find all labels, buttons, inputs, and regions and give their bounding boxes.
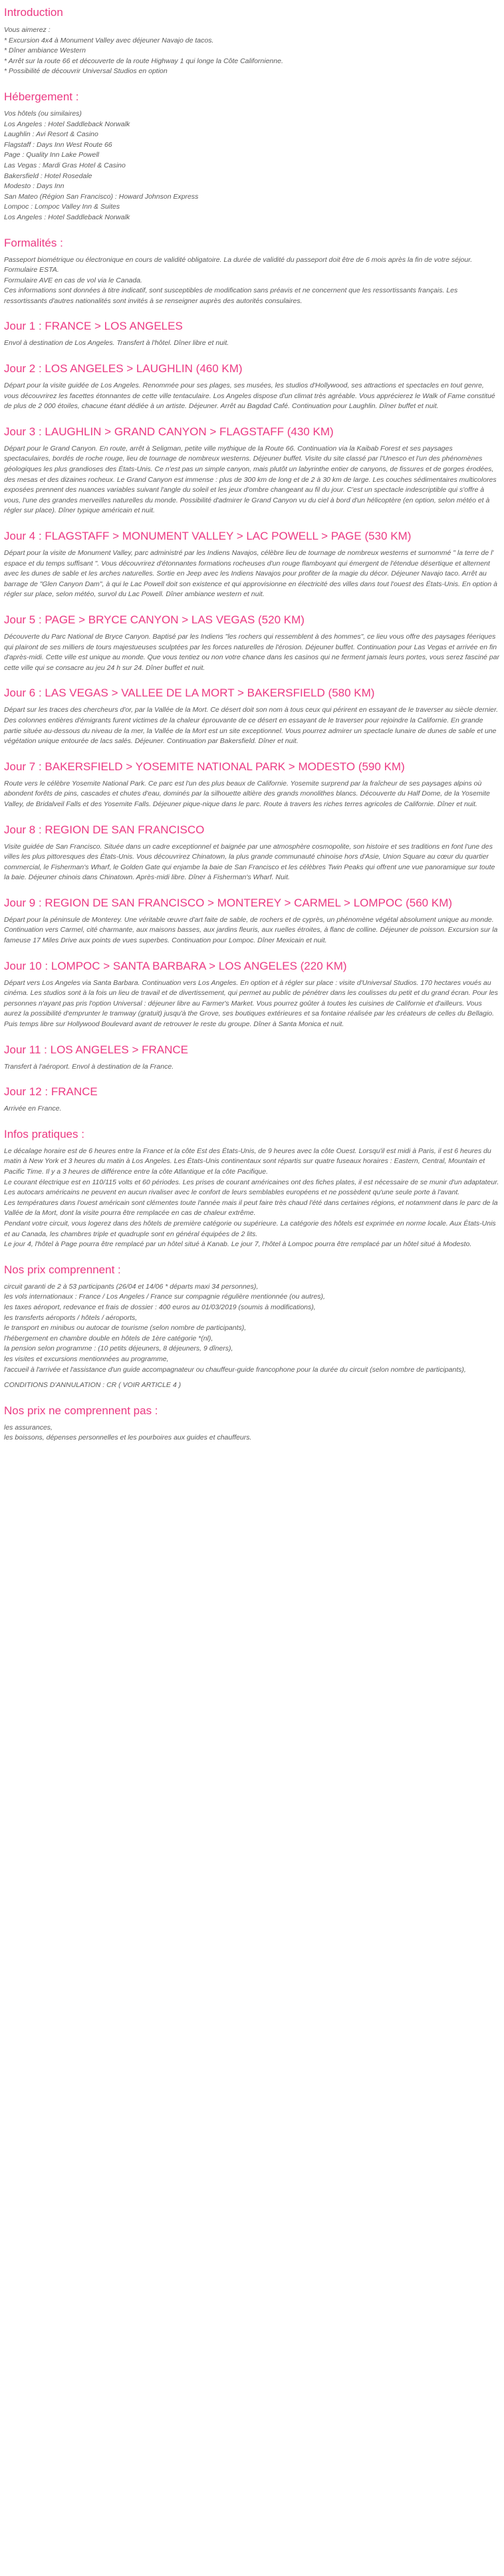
hotel-line: Page : Quality Inn Lake Powell <box>4 151 100 160</box>
day-title: Jour 9 : REGION DE SAN FRANCISCO > MONTEREY > CARMEL > LOMPOC (560 KM) <box>4 896 453 909</box>
hotel-line: Las Vegas : Mardi Gras Hotel & Casino <box>4 161 126 169</box>
prix-line: circuit garanti de 2 à 53 participants (26/04 et 14/06 * départs maxi 34 personnes), <box>4 1282 259 1291</box>
page <box>0 4 504 1451</box>
formalites-line: Ces informations sont données à titre indicatif, sont susceptibles de modification sans préavis et ne concernent que les ressortissants français. Les ressortissants d'autres nationalités sont invités à se renseigner auprès des autorités consulaires. <box>4 286 458 305</box>
hotel-line: Laughlin : Avi Resort & Casino <box>4 130 98 139</box>
intro-line: * Arrêt sur la route 66 et découverte de la route Highway 1 qui longe la Côte Californienne. <box>4 56 283 65</box>
intro-line: * Excursion 4x4 à Monument Valley avec déjeuner Navajo de tacos. <box>4 36 214 45</box>
day-title: Jour 6 : LAS VEGAS > VALLEE DE LA MORT > BAKERSFIELD (580 KM) <box>4 687 375 700</box>
day-title: Jour 5 : PAGE > BRYCE CANYON > LAS VEGAS (520 KM) <box>4 613 305 626</box>
noprix-line: les assurances, <box>4 1423 53 1432</box>
day-title: Jour 4 : FLAGSTAFF > MONUMENT VALLEY > LAC POWELL > PAGE (530 KM) <box>4 530 412 542</box>
prix-line: le transport en minibus ou autocar de tourisme (selon nombre de participants), <box>4 1324 247 1333</box>
hotel-line: San Mateo (Région San Francisco) : Howard Johnson Express <box>4 192 199 201</box>
day-text: Transfert à l'aéroport. Envol à destination de la France. <box>4 1062 174 1071</box>
prix-line: l'accueil à l'arrivée et l'assistance d'un guide accompagnateur ou chauffeur-guide francophone pour la durée du circuit (selon nombre de participants), <box>4 1365 466 1374</box>
infos-section <box>4 1127 500 1250</box>
intro-line: * Possibilité de découvrir Universal Studios en option <box>4 67 168 76</box>
prix-line: la pension selon programme : (10 petits déjeuners, 8 déjeuners, 9 dîners), <box>4 1344 233 1353</box>
itinerary <box>4 318 500 1114</box>
hotel-line: Lompoc : Lompoc Valley Inn & Suites <box>4 203 120 211</box>
hebergement-section <box>4 89 500 223</box>
day-text: Départ pour la péninsule de Monterey. Une véritable œuvre d'art faite de sable, de rochers et de cyprès, un phénomène végétal absolument unique au monde. Continuation vers Carmel, cité charmante, aux maisons basses, aux jardins fleuris, aux ruelles étroites, à flanc de colline. Déjeuner de poisson. Excursion sur la fameuse 17 Miles Drive aux points de vues superbes. Continuation pour Lompoc. Dîner Mexicain et nuit. <box>4 915 498 945</box>
prix-line: l'hébergement en chambre double en hôtels de 1ère catégorie *(nl), <box>4 1334 213 1342</box>
day-block <box>4 759 500 810</box>
infos-line: Le décalage horaire est de 6 heures entre la France et la côte Est des États-Unis, de 9 heures avec la côte Ouest. Lorsqu'il est midi à Paris, il est 6 heures du matin à New York et 3 heures du matin à Los Angeles. Les États-Unis continentaux sont répartis sur quatre fuseaux horaires : Eastern, Central, Mountain et Pacific Time. Il y a 3 heures de différence entre la côte Atlantique et la côte Pacifique. <box>4 1146 491 1176</box>
day-block <box>4 612 500 673</box>
day-text: Découverte du Parc National de Bryce Canyon. Baptisé par les Indiens "les rochers qui ressemblent à des hommes", ce lieu vous offre des paysages féeriques qui plairont de ses milliers de tours majestueuses sculptées par les forces naturelles de l'érosion. Déjeuner buffet. Continuation pour Las Vegas et arrivée en fin d'après-midi. Cette ville est unique au monde. Que vous tentiez ou non votre chance dans les casinos qui ne ferment jamais leurs portes, vous serez fasciné par cette ville qui se consacre au jeu 24 h sur 24. Dîner buffet et nuit. <box>4 632 499 672</box>
intro-line: Vous aimerez : <box>4 26 51 34</box>
day-block <box>4 685 500 746</box>
hotel-line: Los Angeles : Hotel Saddleback Norwalk <box>4 213 130 221</box>
day-block <box>4 361 500 412</box>
hotel-line: Flagstaff : Days Inn West Route 66 <box>4 140 112 149</box>
intro-section <box>4 4 500 77</box>
infos-title: Infos pratiques : <box>4 1127 84 1140</box>
formalites-section <box>4 235 500 307</box>
day-text: Route vers le célèbre Yosemite National Park. Ce parc est l'un des plus beaux de Californie. Yosemite surprend par la fraîcheur de ses paysages alpins où abondent forêts de pins, cascades et chutes d'eau, dominés par la silhouette altière des grands monolithes blancs. Découverte du Half Dome, de la Yosemite Valley, de Bridalveil Falls et des Yosemite Falls. Déjeuner pique-nique dans le parc. Route à travers les riches terres agricoles de Californie. Dîner et nuit. <box>4 779 490 808</box>
day-title: Jour 7 : BAKERSFIELD > YOSEMITE NATIONAL PARK > MODESTO (590 KM) <box>4 760 405 773</box>
day-title: Jour 12 : FRANCE <box>4 1085 98 1099</box>
day-block <box>4 958 500 1030</box>
formalites-line: Passeport biométrique ou électronique en cours de validité obligatoire. La durée de validité du passeport doit être de 6 mois après la fin de votre séjour. <box>4 255 473 264</box>
annulation-conditions: CONDITIONS D'ANNULATION : CR ( VOIR ARTICLE 4 ) <box>4 1381 182 1390</box>
infos-line: Pendant votre circuit, vous logerez dans des hôtels de première catégorie ou supérieure. La catégorie des hôtels est exprimée en norme locale. Aux États-Unis et au Canada, les chambres triple et quadruple sont en général équipées de 2 lits. <box>4 1219 496 1238</box>
day-title: Jour 11 : LOS ANGELES > FRANCE <box>4 1043 188 1056</box>
day-text: Départ sur les traces des chercheurs d'or, par la Vallée de la Mort. Ce désert doit son nom à tous ceux qui périrent en essayant de le traverser au siècle dernier. Des colonnes entières d'émigrants furent victimes de la chaleur éprouvante de ce désert en essayant de le traverser pour rejoindre la Californie. En grande partie située au-dessous du niveau de la mer, la Vallée de la Mort est un site exceptionnel. Vous pourrez admirer un spectacle lunaire de dunes de sable et une végétation unique entourée de lacs salés. Déjeuner. Continuation par Bakersfield. Dîner et nuit. <box>4 706 499 746</box>
hotel-line: Modesto : Days Inn <box>4 182 64 191</box>
formalites-line: Formulaire AVE en cas de vol via le Canada. <box>4 276 142 284</box>
day-text: Départ vers Los Angeles via Santa Barbara. Continuation vers Los Angeles. En option et à régler sur place : visite d'Universal Studios. 170 hectares voués au cinéma. Les studios sont à la fois un lieu de travail et de divertissement, qui permet au public de pénétrer dans les coulisses du petit et du grand écran. Pour les personnes n'ayant pas pris l'option Universal : déjeuner libre au Farmer's Market. Vous pourrez goûter à toutes les cuisines de Californie et d'ailleurs. Vous aurez la possibilité d'emprunter le tramway (gratuit) jusqu'à the Grove, ses boutiques extérieures et sa fontaine réalisée par les créateurs de celles du Bellagio. Puis temps libre sur Hollywood Boulevard avant de retrouver le reste du groupe. Dîner à Santa Monica et nuit. <box>4 978 499 1029</box>
hotel-list-intro: Vos hôtels (ou similaires) <box>4 109 82 118</box>
hotel-list <box>4 109 500 223</box>
day-text: Départ pour la visite de Monument Valley, parc administré par les Indiens Navajos, célèbre lieu de tournage de nombreux westerns et surnommé " la terre de l' espace et du temps suffisant ". Vous découvrirez d'étonnantes formations rocheuses d'un rouge flamboyant qui émergent de l'étendue désertique et alternent avec les dunes de sable et les arches naturelles. Sortie en Jeep avec les Indiens Navajos pour profiter de la magie du décor. Déjeuner Navajo taco. Arrêt au barrage de "Glen Canyon Dam", à qui le Lac Powell doit son existence et qui approvisionne en électricité des villes dans tout l'ouest des États-Unis. En option à régler sur place, selon météo, survol du Lac Powell. Dîner ambiance western et nuit. <box>4 549 497 599</box>
intro-line: * Dîner ambiance Western <box>4 47 86 55</box>
prix-line: les taxes aéroport, redevance et frais de dossier : 400 euros au 01/03/2019 (soumis à modifications), <box>4 1303 316 1311</box>
prix-line: les visites et excursions mentionnées au programme, <box>4 1354 169 1363</box>
day-title: Jour 2 : LOS ANGELES > LAUGHLIN (460 KM) <box>4 362 243 376</box>
formalites-line: Formulaire ESTA. <box>4 266 59 274</box>
prix-line: les vols internationaux : France / Los Angeles / France sur compagnie régulière mentionnée (ou autres), <box>4 1293 325 1301</box>
day-block <box>4 822 500 883</box>
infos-line: Les températures dans l'ouest américain sont clémentes toute l'année mais il peut faire très chaud l'été dans certaines régions, et notamment dans le parc de la Vallée de la Mort, dont la visite pourra être remplacée en cas de chaleur extrême. <box>4 1198 498 1218</box>
day-title: Jour 10 : LOMPOC > SANTA BARBARA > LOS ANGELES (220 KM) <box>4 959 347 972</box>
prix-list <box>4 1282 500 1391</box>
infos-text <box>4 1146 500 1250</box>
day-title: Jour 1 : FRANCE > LOS ANGELES <box>4 320 183 333</box>
day-block <box>4 528 500 600</box>
day-block <box>4 318 500 349</box>
hotel-line: Los Angeles : Hotel Saddleback Norwalk <box>4 120 130 128</box>
day-text: Départ pour le Grand Canyon. En route, arrêt à Seligman, petite ville mythique de la Route 66. Continuation via la Kaibab Forest et ses paysages spectaculaires, bordés de roche rouge, lieu de tournage de nombreux westerns. Déjeuner buffet. Visite du site classé par l'Unesco et l'un des phénomènes géologiques les plus grandioses des États-Unis. Ce n'est pas un simple canyon, mais plutôt un labyrinthe entier de canyons, de fissures et de gorges érodées, des mesas et des dizaines rocheux. Le Grand Canyon est immense : plus de 300 km de long et de 2 à 30 km de large. Les couches sédimentaires multicolores exposées prennent des nuances variables suivant l'angle du soleil et les jeux d'ombre changeant au fil du jour. C'est un spectacle indescriptible qui s'offre à vous, l'une des grandes merveilles naturelles du monde. Possibilité d'admirer le Grand Canyon vu du ciel à bord d'un hélicoptère (en option, selon météo et à régler sur place). Dîner typique américain et nuit. <box>4 444 497 515</box>
day-block <box>4 895 500 946</box>
noprix-list <box>4 1423 500 1444</box>
day-title: Jour 3 : LAUGHLIN > GRAND CANYON > FLAGSTAFF (430 KM) <box>4 425 334 438</box>
day-title: Jour 8 : REGION DE SAN FRANCISCO <box>4 823 205 836</box>
spacer <box>4 1375 500 1380</box>
infos-line: Les autocars américains ne peuvent en aucun rivaliser avec le confort de leurs semblables européens et ne possèdent qu'une seule porte à l'avant. <box>4 1188 460 1197</box>
prix-line: les transferts aéroports / hôtels / aéroports, <box>4 1313 138 1322</box>
day-block <box>4 1042 500 1073</box>
infos-line: Le courant électrique est en 110/115 volts et 60 périodes. Les prises de courant américaines ont des fiches plates, il est nécessaire de se munir d'un adaptateur. <box>4 1178 499 1186</box>
prix-title: Nos prix comprennent : <box>4 1263 121 1276</box>
formalites-title: Formalités : <box>4 236 63 249</box>
day-block <box>4 1084 500 1115</box>
noprix-title: Nos prix ne comprennent pas : <box>4 1404 158 1417</box>
formalites-text <box>4 255 500 307</box>
noprix-line: les boissons, dépenses personnelles et les pourboires aux guides et chauffeurs. <box>4 1434 252 1442</box>
noprix-section <box>4 1403 500 1444</box>
intro-title: Introduction <box>4 6 63 19</box>
infos-line: Le jour 4, l'hôtel à Page pourra être remplacé par un hôtel situé à Kanab. Le jour 7, l'hôtel à Lompoc pourra être remplacé par un hôtel situé à Modesto. <box>4 1240 472 1249</box>
day-text: Visite guidée de San Francisco. Située dans un cadre exceptionnel et baignée par une atmosphère cosmopolite, son histoire et ses traditions en font l'une des villes les plus pittoresques des États-Unis. Vous découvrirez Chinatown, la plus grande communauté chinoise hors d'Asie, Union Square au cœur du quartier commercial, le Fisherman's Wharf, le Golden Gate qui enjambe la baie de San Francisco et les célèbres Twin Peaks qui offrent une vue panoramique sur toute la baie. Déjeuner chinois dans Chinatown. Après-midi libre. Dîner à Fisherman's Wharf. Nuit. <box>4 842 495 882</box>
day-block <box>4 424 500 516</box>
day-text: Envol à destination de Los Angeles. Transfert à l'hôtel. Dîner libre et nuit. <box>4 339 229 348</box>
hotel-line: Bakersfield : Hotel Rosedale <box>4 171 92 180</box>
day-text: Arrivée en France. <box>4 1105 62 1113</box>
prix-section <box>4 1262 500 1391</box>
hebergement-title: Hébergement : <box>4 90 79 103</box>
intro-list <box>4 25 500 77</box>
day-text: Départ pour la visite guidée de Los Angeles. Renommée pour ses plages, ses musées, les studios d'Hollywood, ses attractions et spectacles en tout genre, vous découvrirez les facettes étonnantes de cette ville tentaculaire. Los Angeles dispose d'un climat très agréable. Vous apprécierez le Walk of Fame constitué de plus de 2 000 étoiles, chacune étant dédiée à un artiste. Déjeuner. Arrêt au Bagdad Café. Continuation pour Laughlin. Dîner buffet et nuit. <box>4 381 495 411</box>
